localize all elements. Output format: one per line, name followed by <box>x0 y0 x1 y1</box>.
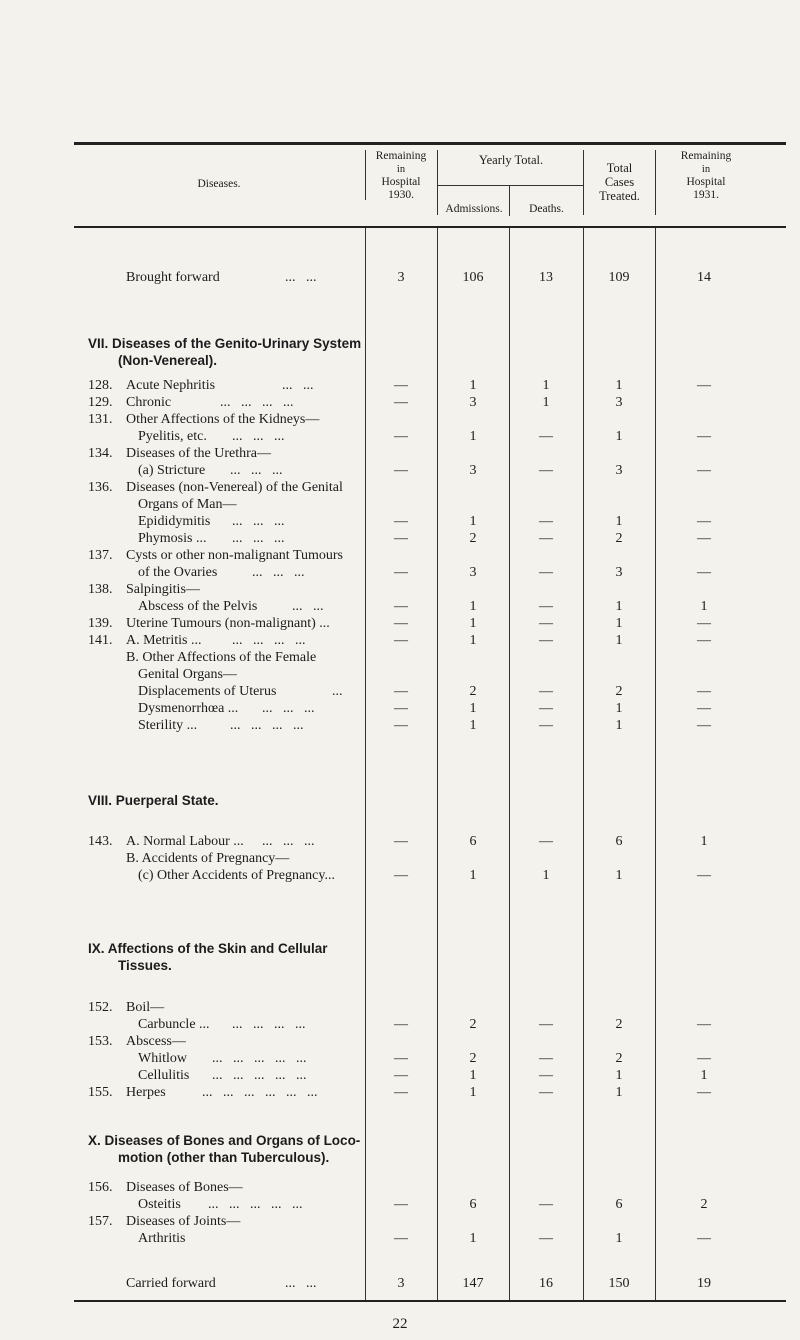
leader-dots: ... ... ... <box>232 531 285 546</box>
cell: 3 <box>469 395 477 410</box>
cell: 1 <box>615 1231 623 1246</box>
disease-label: Uterine Tumours (non-malignant) ... <box>126 616 330 631</box>
row-number: 134. <box>88 446 113 461</box>
disease-label: B. Other Affections of the Female <box>126 650 317 665</box>
leader-dots: ... ... ... <box>232 429 285 444</box>
table-row <box>0 616 800 633</box>
cell: 3 <box>469 463 477 478</box>
cell: — <box>697 633 711 648</box>
cell: 1 <box>469 701 477 716</box>
cell: 2 <box>469 684 477 699</box>
cell: 1 <box>700 834 708 849</box>
cell: 1 <box>615 514 623 529</box>
cell: — <box>697 514 711 529</box>
value-deaths: 13 <box>539 270 553 285</box>
disease-label: Cysts or other non-malignant Tumours <box>126 548 344 563</box>
section-heading: VIII. Puerperal State. <box>88 793 219 808</box>
cell: — <box>394 565 408 580</box>
cell: 6 <box>615 1197 623 1212</box>
carried-forward-label: Carried forward <box>126 1276 216 1291</box>
cell: — <box>394 868 408 883</box>
table-row <box>0 531 800 548</box>
cell: 1 <box>615 1068 623 1083</box>
disease-label: Displacements of Uterus <box>138 684 277 699</box>
disease-label: Diseases of Joints— <box>126 1214 241 1229</box>
cell: 3 <box>615 565 623 580</box>
row-number: 141. <box>88 633 113 648</box>
value-remaining-1931: 14 <box>697 270 711 285</box>
cell: — <box>394 463 408 478</box>
disease-label: Abscess of the Pelvis <box>138 599 258 614</box>
page-number: 22 <box>392 1316 408 1332</box>
cell: 1 <box>542 868 550 883</box>
disease-label: Sterility ... <box>138 718 198 733</box>
cell: — <box>394 514 408 529</box>
leader-dots: ... ... ... <box>232 514 285 529</box>
table-row <box>0 514 800 531</box>
table-row <box>0 582 800 599</box>
cell: — <box>697 616 711 631</box>
leader-dots: ... ... ... <box>230 463 283 478</box>
cell: — <box>697 718 711 733</box>
cell: — <box>394 718 408 733</box>
table-row <box>0 1180 800 1197</box>
disease-label: Dysmenorrhœa ... <box>138 701 239 716</box>
cell: 1 <box>469 1068 477 1083</box>
table-row <box>0 565 800 582</box>
table-row <box>0 395 800 412</box>
cell: 1 <box>542 395 550 410</box>
cell: 1 <box>700 599 708 614</box>
cell: — <box>394 429 408 444</box>
cell: 1 <box>469 1085 477 1100</box>
table-row <box>0 1017 800 1034</box>
cell: — <box>394 1068 408 1083</box>
row-number: 152. <box>88 1000 113 1015</box>
cell: — <box>697 1017 711 1032</box>
cell: — <box>539 514 553 529</box>
header-remaining-1931: Remaining in Hospital 1931. <box>680 150 732 201</box>
table-row <box>0 497 800 514</box>
row-number: 153. <box>88 1034 113 1049</box>
cell: 2 <box>615 1017 623 1032</box>
table-row <box>0 851 800 868</box>
table-row <box>0 548 800 565</box>
row-number: 137. <box>88 548 113 563</box>
cell: — <box>539 834 553 849</box>
disease-label: Phymosis ... <box>138 531 207 546</box>
disease-label: Arthritis <box>138 1231 186 1246</box>
cell: — <box>697 429 711 444</box>
disease-label: (a) Stricture <box>138 463 206 478</box>
cell: — <box>539 463 553 478</box>
disease-label: Boil— <box>126 1000 165 1015</box>
cell: — <box>697 1085 711 1100</box>
top-rule <box>74 142 786 145</box>
value-total-cases: 109 <box>608 270 630 285</box>
leader-dots: ... ... ... ... <box>232 1017 306 1032</box>
cell: — <box>697 684 711 699</box>
table-row <box>0 633 800 650</box>
cell: 1 <box>469 616 477 631</box>
table-row <box>0 684 800 701</box>
cell: 1 <box>615 616 623 631</box>
row-number: 143. <box>88 834 113 849</box>
cell: 1 <box>615 701 623 716</box>
leader-dots: ... ... ... ... ... <box>212 1051 307 1066</box>
cell: — <box>394 378 408 393</box>
cell: — <box>394 599 408 614</box>
header-admissions: Admissions. <box>445 203 503 215</box>
table-row <box>0 429 800 446</box>
table-row <box>0 463 800 480</box>
table-row <box>0 718 800 735</box>
cell: — <box>394 1051 408 1066</box>
leader-dots: ... ... ... ... ... <box>208 1197 303 1212</box>
cell: 1 <box>542 378 550 393</box>
cell: 1 <box>615 718 623 733</box>
leader-dots: ... ... ... ... <box>230 718 304 733</box>
disease-label: Herpes <box>126 1085 166 1100</box>
cell: — <box>539 429 553 444</box>
table-row <box>0 1034 800 1051</box>
cell: — <box>394 633 408 648</box>
cell: — <box>539 1085 553 1100</box>
cell: — <box>394 684 408 699</box>
cell: 1 <box>469 429 477 444</box>
header-total-cases: Total Cases Treated. <box>599 161 640 203</box>
disease-label: Salpingitis— <box>126 582 200 597</box>
cell: — <box>539 1068 553 1083</box>
table-row <box>0 667 800 684</box>
section-heading: IX. Affections of the Skin and Cellular Tissues. <box>88 941 328 973</box>
leader-dots: ... ... <box>282 378 314 393</box>
yearly-subrule <box>438 185 584 186</box>
cell: — <box>539 1017 553 1032</box>
table-row <box>0 1197 800 1214</box>
row-number: 139. <box>88 616 113 631</box>
cell: — <box>539 599 553 614</box>
leader-dots: ... ... ... <box>252 565 305 580</box>
leader-dots: ... ... <box>292 599 324 614</box>
cell: — <box>539 616 553 631</box>
final-rule <box>74 1300 786 1302</box>
disease-label: Carbuncle ... <box>138 1017 210 1032</box>
cell: 2 <box>469 1051 477 1066</box>
leader-dots: ... ... ... ... ... <box>212 1068 307 1083</box>
cell: 1 <box>469 599 477 614</box>
cell: 6 <box>469 834 477 849</box>
cell: 1 <box>615 633 623 648</box>
leader-dots: ... ... <box>285 270 317 285</box>
cell: 6 <box>469 1197 477 1212</box>
cell: — <box>539 1231 553 1246</box>
disease-label: Diseases of the Urethra— <box>126 446 272 461</box>
cell: — <box>394 395 408 410</box>
cell: — <box>539 565 553 580</box>
carried-forward-row <box>0 1276 800 1293</box>
table-row <box>0 1000 800 1017</box>
cell: 1 <box>615 429 623 444</box>
table-row <box>0 834 800 851</box>
cell: 1 <box>469 718 477 733</box>
disease-label: Diseases (non-Venereal) of the Genital <box>126 480 343 495</box>
table-row <box>0 1214 800 1231</box>
disease-label: Chronic <box>126 395 172 410</box>
table-row <box>0 868 800 885</box>
disease-label: Genital Organs— <box>138 667 237 682</box>
cell: — <box>394 1197 408 1212</box>
cell: — <box>697 701 711 716</box>
row-number: 155. <box>88 1085 113 1100</box>
table-row <box>0 480 800 497</box>
cell: — <box>394 616 408 631</box>
row-number: 128. <box>88 378 113 393</box>
cell: 3 <box>469 565 477 580</box>
cell: — <box>539 718 553 733</box>
row-number: 136. <box>88 480 113 495</box>
cell: — <box>697 531 711 546</box>
disease-label: Whitlow <box>138 1051 187 1066</box>
disease-label: A. Normal Labour ... <box>126 834 244 849</box>
section-heading: VII. Diseases of the Genito-Urinary System (Non-Venereal). <box>88 336 362 368</box>
cell: 6 <box>615 834 623 849</box>
cell: 2 <box>615 531 623 546</box>
cell: — <box>539 1051 553 1066</box>
cell: 2 <box>469 531 477 546</box>
disease-label: Cellulitis <box>138 1068 190 1083</box>
cell: 1 <box>469 1231 477 1246</box>
cell: 3 <box>615 395 623 410</box>
table-row <box>0 378 800 395</box>
cell: 2 <box>700 1197 708 1212</box>
disease-label: Osteitis <box>138 1197 181 1212</box>
cell: 1 <box>469 514 477 529</box>
disease-label: (c) Other Accidents of Pregnancy... <box>138 868 335 883</box>
cell: 2 <box>615 1051 623 1066</box>
cell: 2 <box>469 1017 477 1032</box>
cell: — <box>394 1231 408 1246</box>
cell: — <box>697 463 711 478</box>
disease-label: Epididymitis <box>138 514 211 529</box>
cell: 150 <box>608 1276 630 1291</box>
cell: — <box>697 378 711 393</box>
table-row <box>0 1051 800 1068</box>
cell: 147 <box>462 1276 484 1291</box>
disease-label: of the Ovaries <box>138 565 218 580</box>
cell: 16 <box>539 1276 553 1291</box>
brought-forward-label: Brought forward <box>126 270 220 285</box>
disease-label: Other Affections of the Kidneys— <box>126 412 320 427</box>
table-row <box>0 1231 800 1248</box>
row-number: 156. <box>88 1180 113 1195</box>
cell: — <box>539 684 553 699</box>
header-diseases: Diseases. <box>197 178 241 190</box>
cell: — <box>697 1051 711 1066</box>
cell: — <box>539 701 553 716</box>
row-number: 129. <box>88 395 113 410</box>
disease-label: Organs of Man— <box>138 497 237 512</box>
table-row <box>0 650 800 667</box>
cell: — <box>697 565 711 580</box>
leader-dots: ... ... <box>285 1276 317 1291</box>
row-number: 138. <box>88 582 113 597</box>
cell: — <box>394 1085 408 1100</box>
cell: — <box>697 1231 711 1246</box>
cell: 1 <box>615 868 623 883</box>
row-number: 157. <box>88 1214 113 1229</box>
cell: 1 <box>615 599 623 614</box>
cell: 1 <box>615 378 623 393</box>
cell: 3 <box>397 1276 405 1291</box>
brought-forward-row <box>0 270 800 287</box>
leader-dots: ... ... ... <box>262 701 315 716</box>
cell: — <box>394 1017 408 1032</box>
table-row <box>0 1085 800 1102</box>
disease-label: Abscess— <box>126 1034 186 1049</box>
header-remaining-1930: Remaining in Hospital 1930. <box>375 150 427 201</box>
table-row <box>0 412 800 429</box>
disease-label: Pyelitis, etc. <box>138 429 207 444</box>
disease-label: Diseases of Bones— <box>126 1180 243 1195</box>
header-rule <box>74 226 786 228</box>
table-row <box>0 446 800 463</box>
cell: — <box>394 834 408 849</box>
table-row <box>0 701 800 718</box>
cell: 1 <box>700 1068 708 1083</box>
cell: 3 <box>615 463 623 478</box>
cell: — <box>539 633 553 648</box>
value-remaining-1930: 3 <box>397 270 405 285</box>
cell: — <box>539 1197 553 1212</box>
row-number: 131. <box>88 412 113 427</box>
cell: — <box>394 701 408 716</box>
cell: — <box>539 531 553 546</box>
table-row <box>0 599 800 616</box>
cell: 1 <box>469 378 477 393</box>
leader-dots: ... <box>332 684 343 699</box>
table-row <box>0 1068 800 1085</box>
disease-label: Acute Nephritis <box>126 378 216 393</box>
disease-label: B. Accidents of Pregnancy— <box>126 851 290 866</box>
leader-dots: ... ... ... ... ... ... <box>202 1085 318 1100</box>
cell: — <box>394 531 408 546</box>
cell: 1 <box>469 633 477 648</box>
leader-dots: ... ... ... ... <box>232 633 306 648</box>
cell: 1 <box>615 1085 623 1100</box>
cell: 2 <box>615 684 623 699</box>
cell: 19 <box>697 1276 711 1291</box>
section-heading: X. Diseases of Bones and Organs of Loco- motion (other than Tuberculous). <box>88 1133 361 1165</box>
header-yearly-total: Yearly Total. <box>478 153 544 167</box>
header-deaths: Deaths. <box>529 203 564 215</box>
cell: — <box>697 868 711 883</box>
cell: 1 <box>469 868 477 883</box>
leader-dots: ... ... ... <box>262 834 315 849</box>
disease-label: A. Metritis ... <box>126 633 202 648</box>
leader-dots: ... ... ... ... <box>220 395 294 410</box>
value-admissions: 106 <box>462 270 484 285</box>
